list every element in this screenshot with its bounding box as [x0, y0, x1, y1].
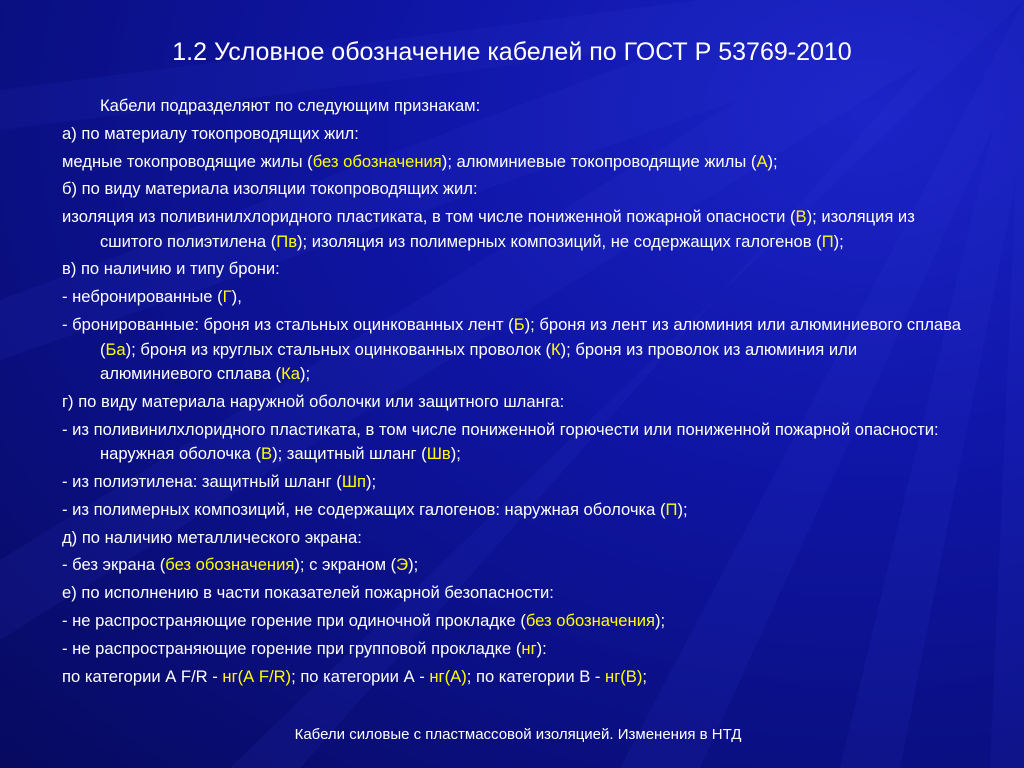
text-line: - небронированные (Г),	[62, 287, 242, 307]
code-highlight: А	[756, 151, 768, 171]
code-highlight: Г	[222, 287, 232, 307]
text-line: - из поливинилхлоридного пластиката, в том числе пониженной горючести или пониженной пожарной опасности: наружная оболочка (В); защитный шланг (Шв);	[62, 419, 939, 464]
code-highlight: Ка	[281, 364, 300, 384]
text-line: Кабели подразделяют по следующим признакам:	[100, 96, 481, 115]
code-highlight: К	[550, 339, 561, 359]
code-highlight: нг	[521, 638, 537, 658]
text-line: по категории А F/R - нг(А F/R); по категории А - нг(А); по категории В - нг(В);	[62, 666, 647, 686]
code-highlight: нг(В)	[605, 666, 643, 686]
code-highlight: Б	[513, 315, 525, 335]
code-highlight: В	[260, 444, 273, 464]
code-highlight: Шв	[426, 444, 451, 464]
code-highlight: Э	[396, 555, 409, 575]
text-line: - не распространяющие горение при групповой прокладке (нг):	[62, 638, 547, 658]
code-highlight: без обозначения	[525, 610, 655, 630]
code-highlight: без обозначения	[312, 151, 442, 171]
text-line: г) по виду материала наружной оболочки или защитного шланга:	[62, 391, 565, 411]
text-line: в) по наличию и типу брони:	[62, 259, 280, 279]
text-line: д) по наличию металлического экрана:	[62, 527, 362, 547]
code-highlight: Ба	[105, 339, 126, 359]
code-highlight: П	[665, 499, 678, 519]
text-line: - из полиэтилена: защитный шланг (Шп);	[62, 471, 377, 491]
text-line: - не распространяющие горение при одиночной прокладке (без обозначения);	[62, 610, 666, 630]
text-line: а) по материалу токопроводящих жил:	[62, 123, 359, 143]
text-line: изоляция из поливинилхлоридного пластиката, в том числе пониженной пожарной опасности (В); изоляция из сшитого полиэтилена (Пв); изоляция из полимерных композиций, не содержащих галогенов (П);	[62, 207, 915, 251]
slide-footer: Кабели силовые с пластмассовой изоляцией. Изменения в НТД	[294, 726, 742, 743]
text-line: б) по виду материала изоляции токопроводящих жил:	[62, 179, 478, 199]
code-highlight: Шп	[341, 471, 367, 491]
text-line: - без экрана (без обозначения); с экраном (Э);	[62, 555, 419, 575]
code-highlight: нг(А)	[429, 666, 467, 686]
code-highlight: П	[821, 231, 834, 251]
slide-title: 1.2 Условное обозначение кабелей по ГОСТ Р 53769-2010	[172, 38, 852, 66]
code-highlight: В	[795, 207, 807, 227]
text-line: е) по исполнению в части показателей пожарной безопасности:	[62, 583, 554, 603]
slide-body	[62, 94, 962, 692]
code-highlight: без обозначения	[165, 555, 295, 575]
code-highlight: нг(А F/R)	[222, 666, 292, 686]
code-highlight: Пв	[276, 231, 298, 251]
text-line: - бронированные: броня из стальных оцинкованных лент (Б); броня из лент из алюминия или алюминиевого сплава (Ба); броня из круглых стальных оцинкованных проволок (К); броня из проволок из алюминия или алюминиевого сплава (Ка);	[62, 315, 961, 384]
text-line: - из полимерных композиций, не содержащих галогенов: наружная оболочка (П);	[62, 499, 688, 519]
text-line: медные токопроводящие жилы (без обозначения); алюминиевые токопроводящие жилы (А);	[62, 151, 778, 171]
